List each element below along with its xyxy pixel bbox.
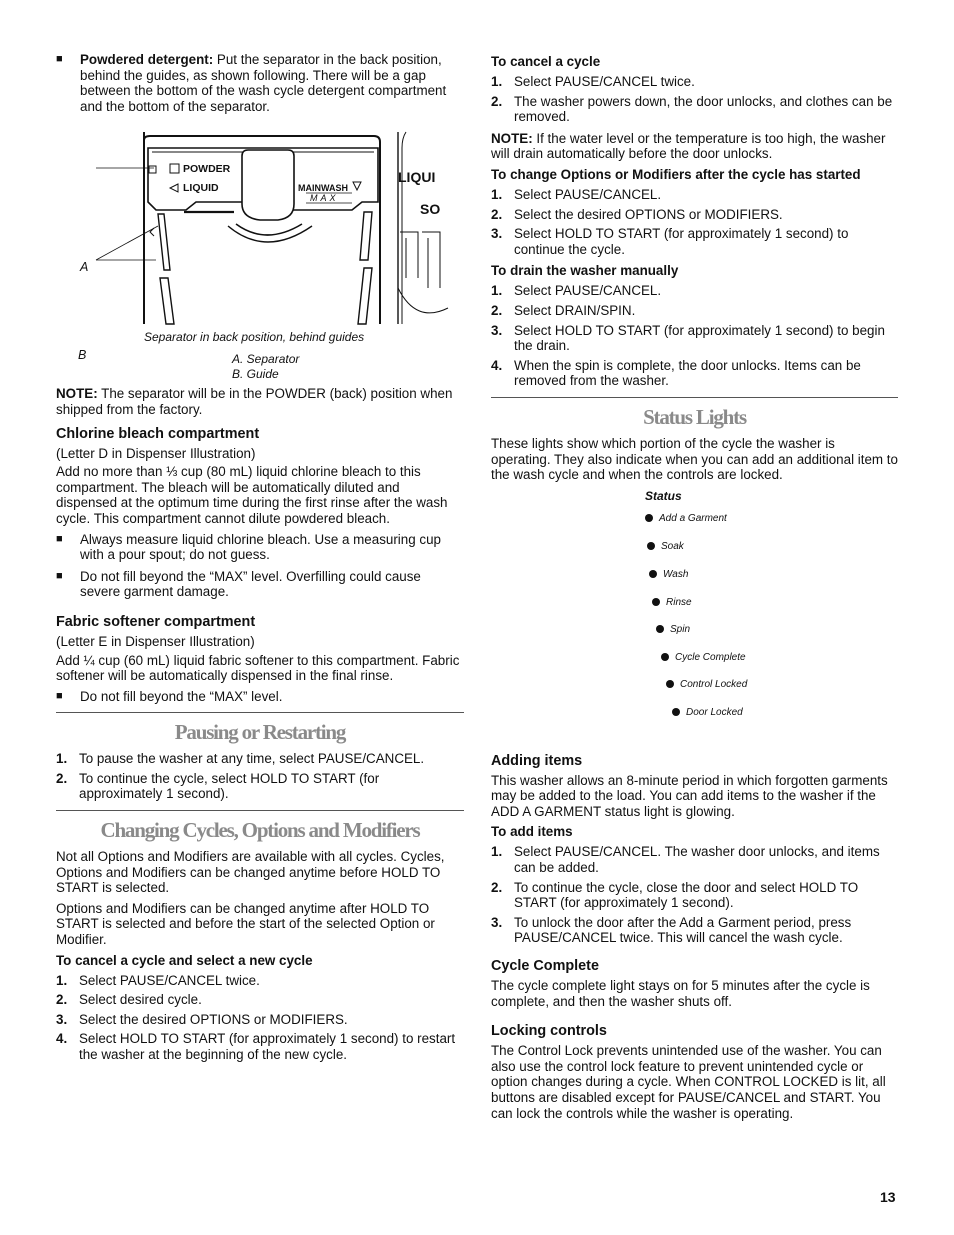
cancel-new-cycle-heading: To cancel a cycle and select a new cycle [56, 952, 313, 968]
chlorine-para: Add no more than ⅓ cup (80 mL) liquid chlorine bleach to this compartment. The bleach will be automatically diluted and dispensed at the optimum time during the first rinse after the wash cycle. This compartment cannot dilute powdered bleach. [56, 464, 448, 526]
bullet-square-icon: ■ [56, 569, 63, 582]
status-dot-icon [672, 708, 680, 716]
changing-para-2: Options and Modifiers can be changed anytime after HOLD TO START is selected and before the start of the selected Option or Modifier. [56, 900, 435, 948]
list-item: 1. Select PAUSE/CANCEL twice. [491, 74, 695, 89]
softener-heading: Fabric softener compartment [56, 613, 256, 630]
section-divider [56, 810, 464, 811]
legend-b: B. Guide [232, 367, 279, 382]
pausing-steps [56, 751, 464, 802]
list-item: 2. To continue the cycle, select HOLD TO START (for approximately 1 second). [56, 770, 380, 802]
chlorine-bullet-2-text: Do not fill beyond the “MAX” level. Overfilling could cause severe garment damage. [80, 568, 421, 600]
status-dot-icon [647, 542, 655, 550]
powder-bullet [56, 52, 464, 114]
list-item: 3. Select HOLD TO START (for approximately 1 second) to continue the cycle. [491, 226, 849, 257]
softener-bullet-1-text: Do not fill beyond the “MAX” level. [80, 688, 283, 704]
pausing-title: Pausing or Restarting [174, 720, 346, 745]
status-para: These lights show which portion of the cycle the washer is operating. They also indicate when you can add an additional item to the wash cycle and when the controls are locked. [491, 435, 898, 483]
left-column [56, 52, 464, 1069]
list-item: 4. Select HOLD TO START (for approximately 1 second) to restart the washer at the beginning of the new cycle. [56, 1031, 456, 1062]
status-title: Status Lights [643, 404, 746, 429]
locking-heading: Locking controls [491, 1023, 607, 1040]
callout-b: B [78, 348, 87, 363]
status-light-spin: Spin [656, 622, 690, 638]
status-dot-icon [656, 625, 664, 633]
list-item: 3. Select the desired OPTIONS or MODIFIERS. [56, 1011, 348, 1027]
status-light-control-locked: Control Locked [666, 677, 747, 693]
callout-a: A [80, 260, 89, 275]
change-after-steps [491, 187, 898, 257]
figure-legend [232, 352, 299, 382]
list-item: 1. Select PAUSE/CANCEL. [491, 283, 662, 299]
note-text: The separator will be in the POWDER (back) position when shipped from the factory. [56, 386, 453, 417]
changing-title: Changing Cycles, Options and Modifiers [100, 818, 420, 843]
status-dot-icon [666, 680, 674, 688]
bullet-square-icon: ■ [56, 53, 63, 65]
list-item: 1. To pause the washer at any time, select PAUSE/CANCEL. [56, 751, 425, 767]
list-item: 1. Select PAUSE/CANCEL. [491, 186, 662, 202]
status-light-door-locked: Door Locked [672, 705, 743, 721]
chlorine-heading: Chlorine bleach compartment [56, 425, 260, 442]
status-lights-figure [491, 489, 898, 741]
water-level-note [491, 131, 898, 162]
separator-note [56, 386, 464, 417]
chlorine-bullet-1-text: Always measure liquid chlorine bleach. Use a measuring cup with a pour spout; do not guess. [80, 531, 441, 563]
adding-para: This washer allows an 8-minute period in which forgotten garments may be added to the load. You can add items to the washer if the ADD A GARMENT status light is glowing. [491, 772, 888, 819]
list-item: 1. Select PAUSE/CANCEL. The washer door unlocks, and items can be added. [491, 844, 880, 876]
status-figure-title: Status [645, 488, 682, 503]
list-item: 3. To unlock the door after the Add a Garment period, press PAUSE/CANCEL twice. This will cancel the wash cycle. [491, 914, 852, 946]
locking-para: The Control Lock prevents unintended use of the washer. You can also use the control lock feature to prevent unintended cycle or option changes during a cycle. When CONTROL LOCKED is lit, all buttons are disabled except for PAUSE/CANCEL and START. You can lock the controls while the washer is operating. [491, 1043, 886, 1121]
status-light-soak: Soak [647, 539, 684, 555]
list-item: 2. To continue the cycle, close the door and select HOLD TO START (for approximately 1 second). [491, 879, 859, 911]
bullet-square-icon: ■ [56, 689, 63, 702]
softener-bullet-1 [56, 689, 464, 705]
dispenser-figure [56, 128, 464, 382]
chlorine-bullet-1 [56, 532, 464, 563]
cancel-new-cycle-steps [56, 973, 464, 1063]
cancel-cycle-heading: To cancel a cycle [491, 54, 601, 69]
powder-bullet-text: Put the separator in the back position, behind the guides, as shown following. There will be a gap between the bottom of the wash cycle detergent compartment and the bottom of the separator. [80, 52, 447, 114]
list-item: 3. Select HOLD TO START (for approximately 1 second) to begin the drain. [491, 322, 885, 354]
list-item: 2. Select DRAIN/SPIN. [491, 302, 636, 318]
list-item: 1. Select PAUSE/CANCEL twice. [56, 972, 260, 988]
softener-para: Add ¼ cup (60 mL) liquid fabric softener to this compartment. Fabric softener will be automatically dispensed in the final rinse. [56, 652, 460, 684]
chlorine-sub: (Letter D in Dispenser Illustration) [56, 445, 256, 461]
status-dot-icon [661, 653, 669, 661]
status-light-add-garment: Add a Garment [645, 511, 727, 527]
status-light-cycle-complete: Cycle Complete [661, 650, 746, 666]
label-max: MAX [310, 193, 339, 204]
note-text: If the water level or the temperature is too high, the washer will drain automatically before the door unlocks. [491, 130, 886, 162]
softener-sub: (Letter E in Dispenser Illustration) [56, 633, 255, 649]
adding-heading: Adding items [491, 752, 583, 769]
change-after-heading: To change Options or Modifiers after the cycle has started [491, 166, 861, 182]
powder-bullet-bold: Powdered detergent: [80, 52, 214, 67]
list-item: 4. When the spin is complete, the door unlocks. Items can be removed from the washer. [491, 357, 861, 389]
label-liquid: LIQUID [183, 182, 219, 195]
status-dot-icon [649, 570, 657, 578]
drain-steps [491, 283, 898, 389]
page-number: 13 [880, 1189, 896, 1205]
figure-caption: Separator in back position, behind guides [144, 330, 365, 345]
status-dot-icon [652, 598, 660, 606]
bullet-square-icon: ■ [56, 532, 63, 545]
list-item: 2. Select desired cycle. [56, 992, 202, 1008]
right-column [491, 52, 898, 1126]
note-label: NOTE: [56, 386, 98, 402]
status-dot-icon [645, 514, 653, 522]
add-items-heading: To add items [491, 824, 573, 840]
cycle-complete-para: The cycle complete light stays on for 5 minutes after the cycle is complete, and then the washer shuts off. [491, 978, 870, 1009]
cycle-complete-heading: Cycle Complete [491, 958, 599, 975]
label-mainwash: MAINWASH [298, 183, 348, 194]
dispenser-illustration [56, 128, 464, 328]
changing-para-1: Not all Options and Modifiers are available with all cycles. Cycles, Options and Modifiers can be changed anytime before HOLD TO START is selected. [56, 849, 445, 896]
note-label: NOTE: [491, 130, 533, 146]
list-item: 2. The washer powers down, the door unlocks, and clothes can be removed. [491, 93, 893, 125]
legend-a: A. Separator [232, 352, 300, 367]
section-divider [56, 712, 464, 713]
label-liqui: LIQUI [398, 169, 436, 186]
drain-heading: To drain the washer manually [491, 263, 679, 279]
list-item: 2. Select the desired OPTIONS or MODIFIERS. [491, 206, 783, 222]
section-divider [491, 397, 898, 398]
label-powder: POWDER [183, 163, 231, 176]
status-light-rinse: Rinse [652, 595, 692, 611]
label-so: SO [420, 201, 441, 218]
add-items-steps [491, 844, 898, 946]
chlorine-bullet-2 [56, 569, 464, 600]
cancel-cycle-steps [491, 74, 898, 125]
status-light-wash: Wash [649, 567, 688, 583]
